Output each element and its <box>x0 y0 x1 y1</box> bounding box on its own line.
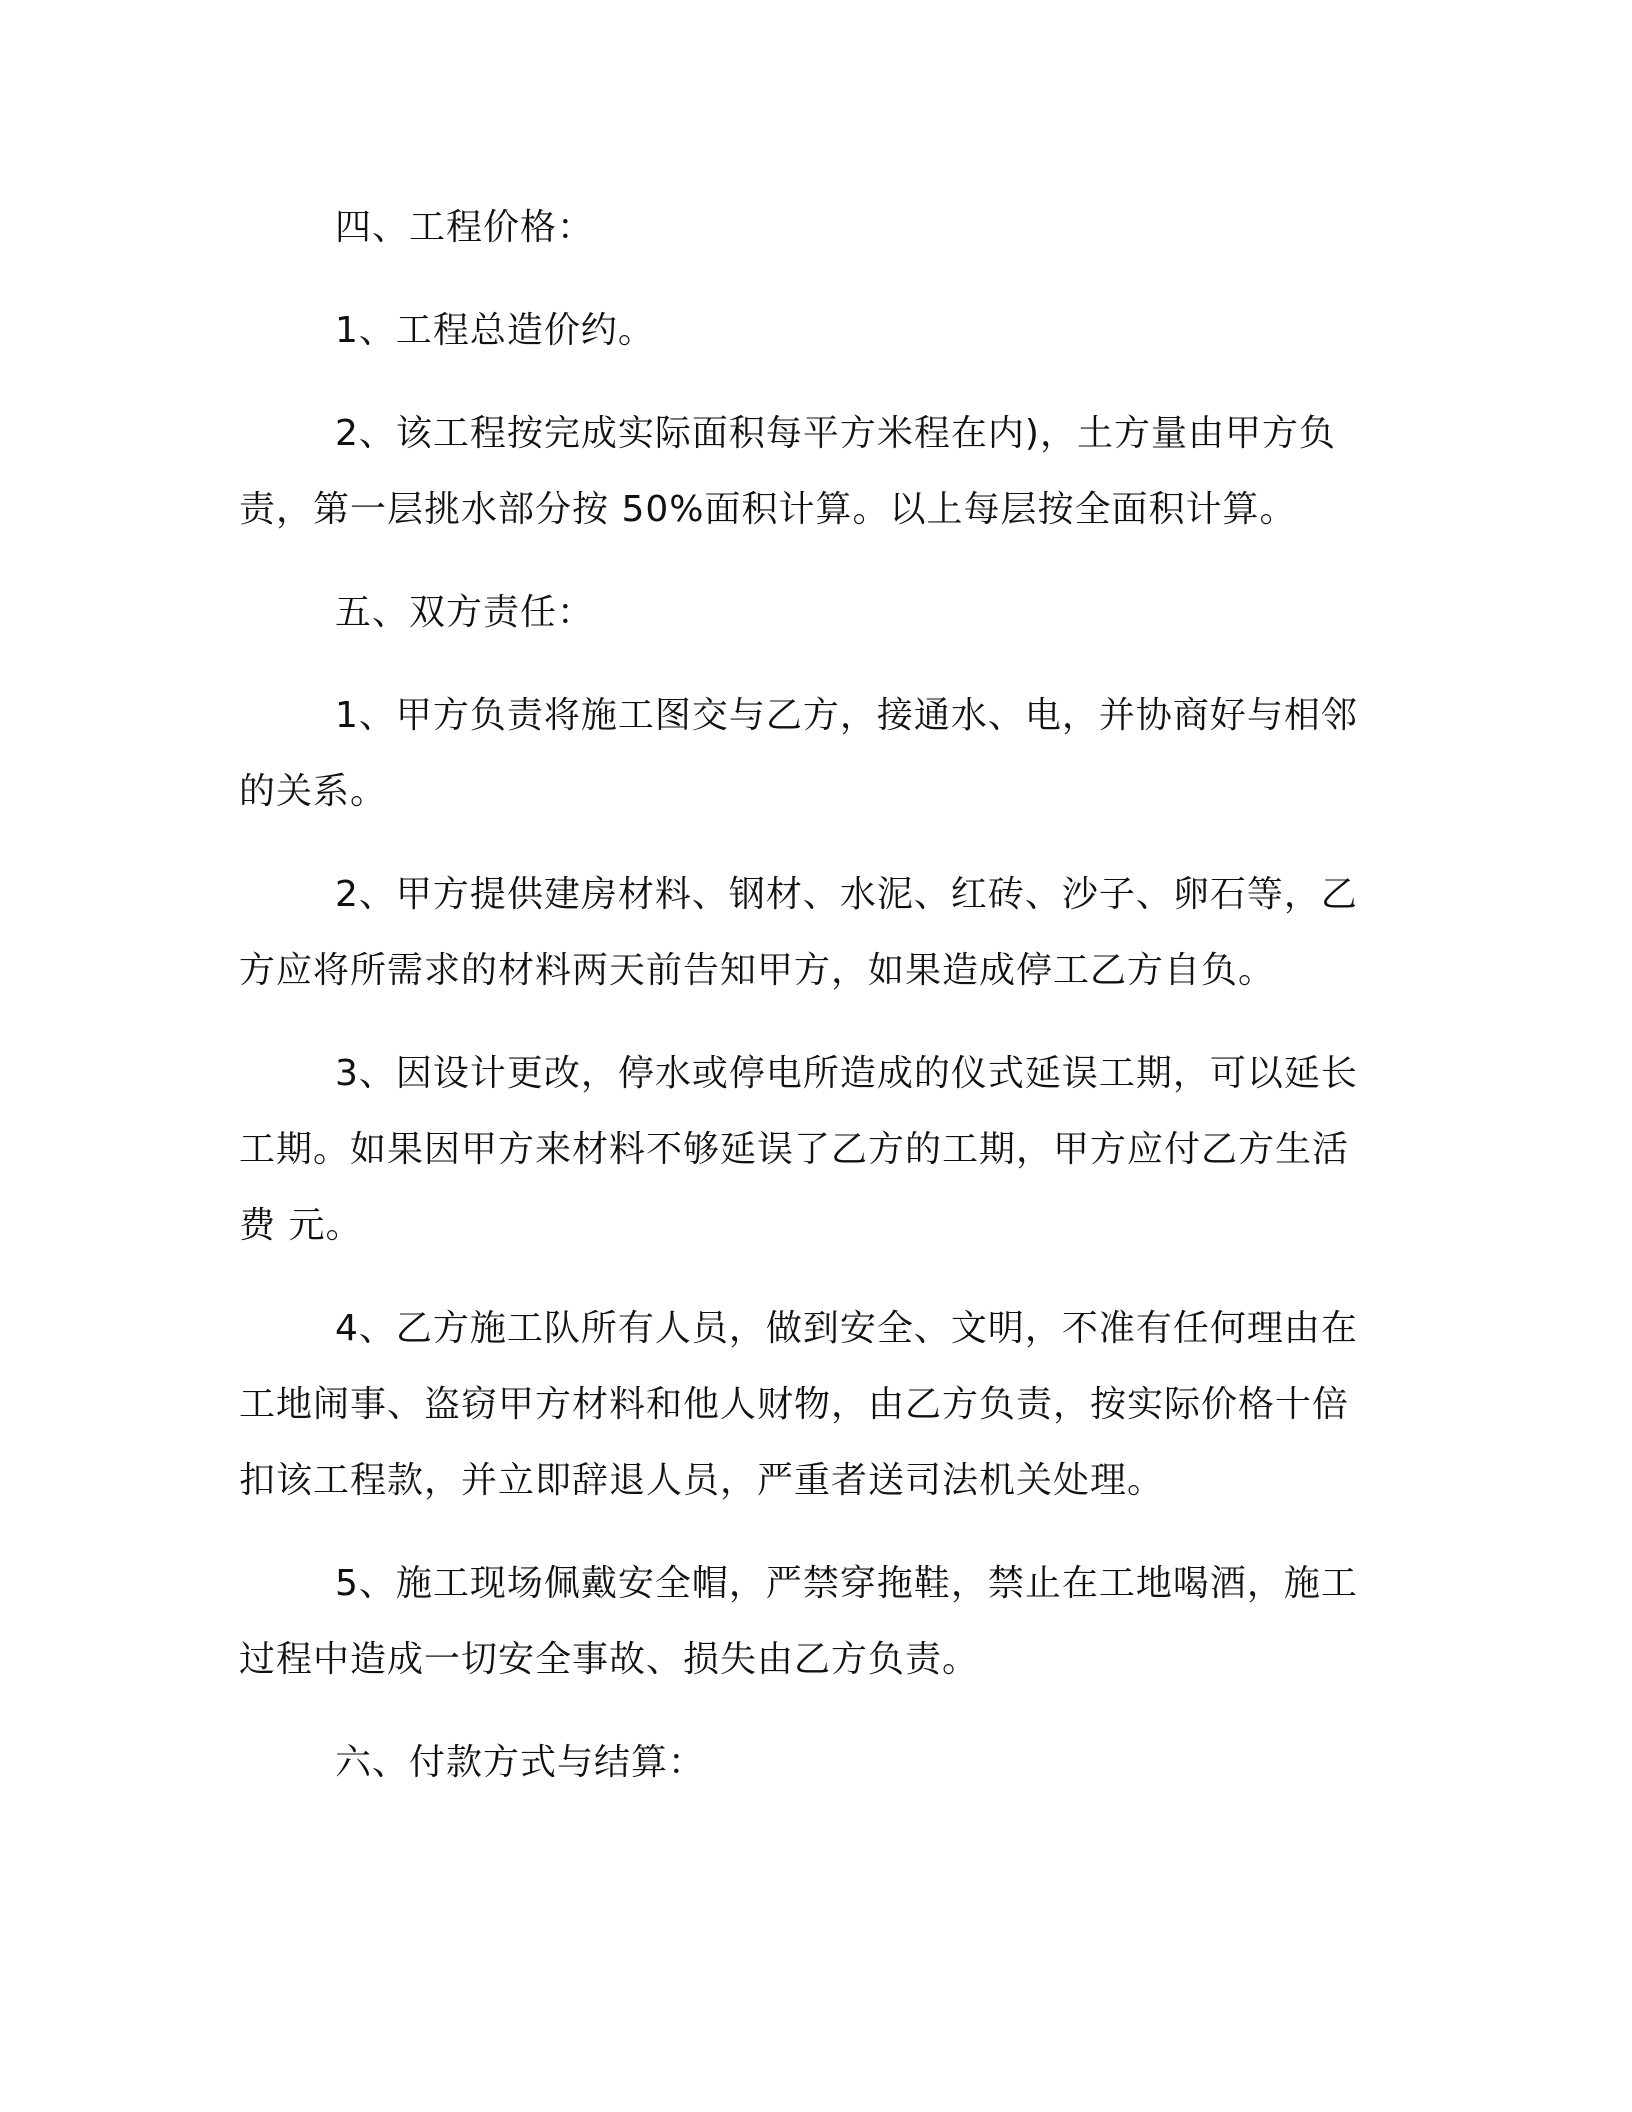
clause-responsibility-2: 2、甲方提供建房材料、钢材、水泥、红砖、沙子、卵石等，乙方应将所需求的材料两天前告知甲方，如果造成停工乙方自负。 <box>239 874 1358 991</box>
clause-responsibility-1: 1、甲方负责将施工图交与乙方，接通水、电，并协商好与相邻的关系。 <box>239 695 1358 812</box>
clause-responsibility-5: 5、施工现场佩戴安全帽，严禁穿拖鞋，禁止在工地喝酒，施工过程中造成一切安全事故、损失由乙方负责。 <box>239 1563 1358 1680</box>
clause-responsibility-4: 4、乙方施工队所有人员，做到安全、文明，不准有任何理由在工地闹事、盗窃甲方材料和他人财物，由乙方负责，按实际价格十倍扣该工程款，并立即辞退人员，严重者送司法机关处理。 <box>239 1308 1358 1501</box>
section-heading-responsibilities: 五、双方责任： <box>335 592 595 633</box>
clause-responsibility-3: 3、因设计更改，停水或停电所造成的仪式延误工期，可以延长工期。如果因甲方来材料不够延误了乙方的工期，甲方应付乙方生活费 元。 <box>239 1053 1358 1246</box>
clause-price-2: 2、该工程按完成实际面积每平方米程在内)，土方量由甲方负责，第一层挑水部分按 50%面积计算。以上每层按全面积计算。 <box>239 413 1336 530</box>
section-heading-payment: 六、付款方式与结算： <box>335 1742 706 1783</box>
section-heading-price: 四、工程价格： <box>335 207 595 248</box>
clause-price-1: 1、工程总造价约。 <box>335 310 655 351</box>
document-body <box>239 190 1371 1828</box>
